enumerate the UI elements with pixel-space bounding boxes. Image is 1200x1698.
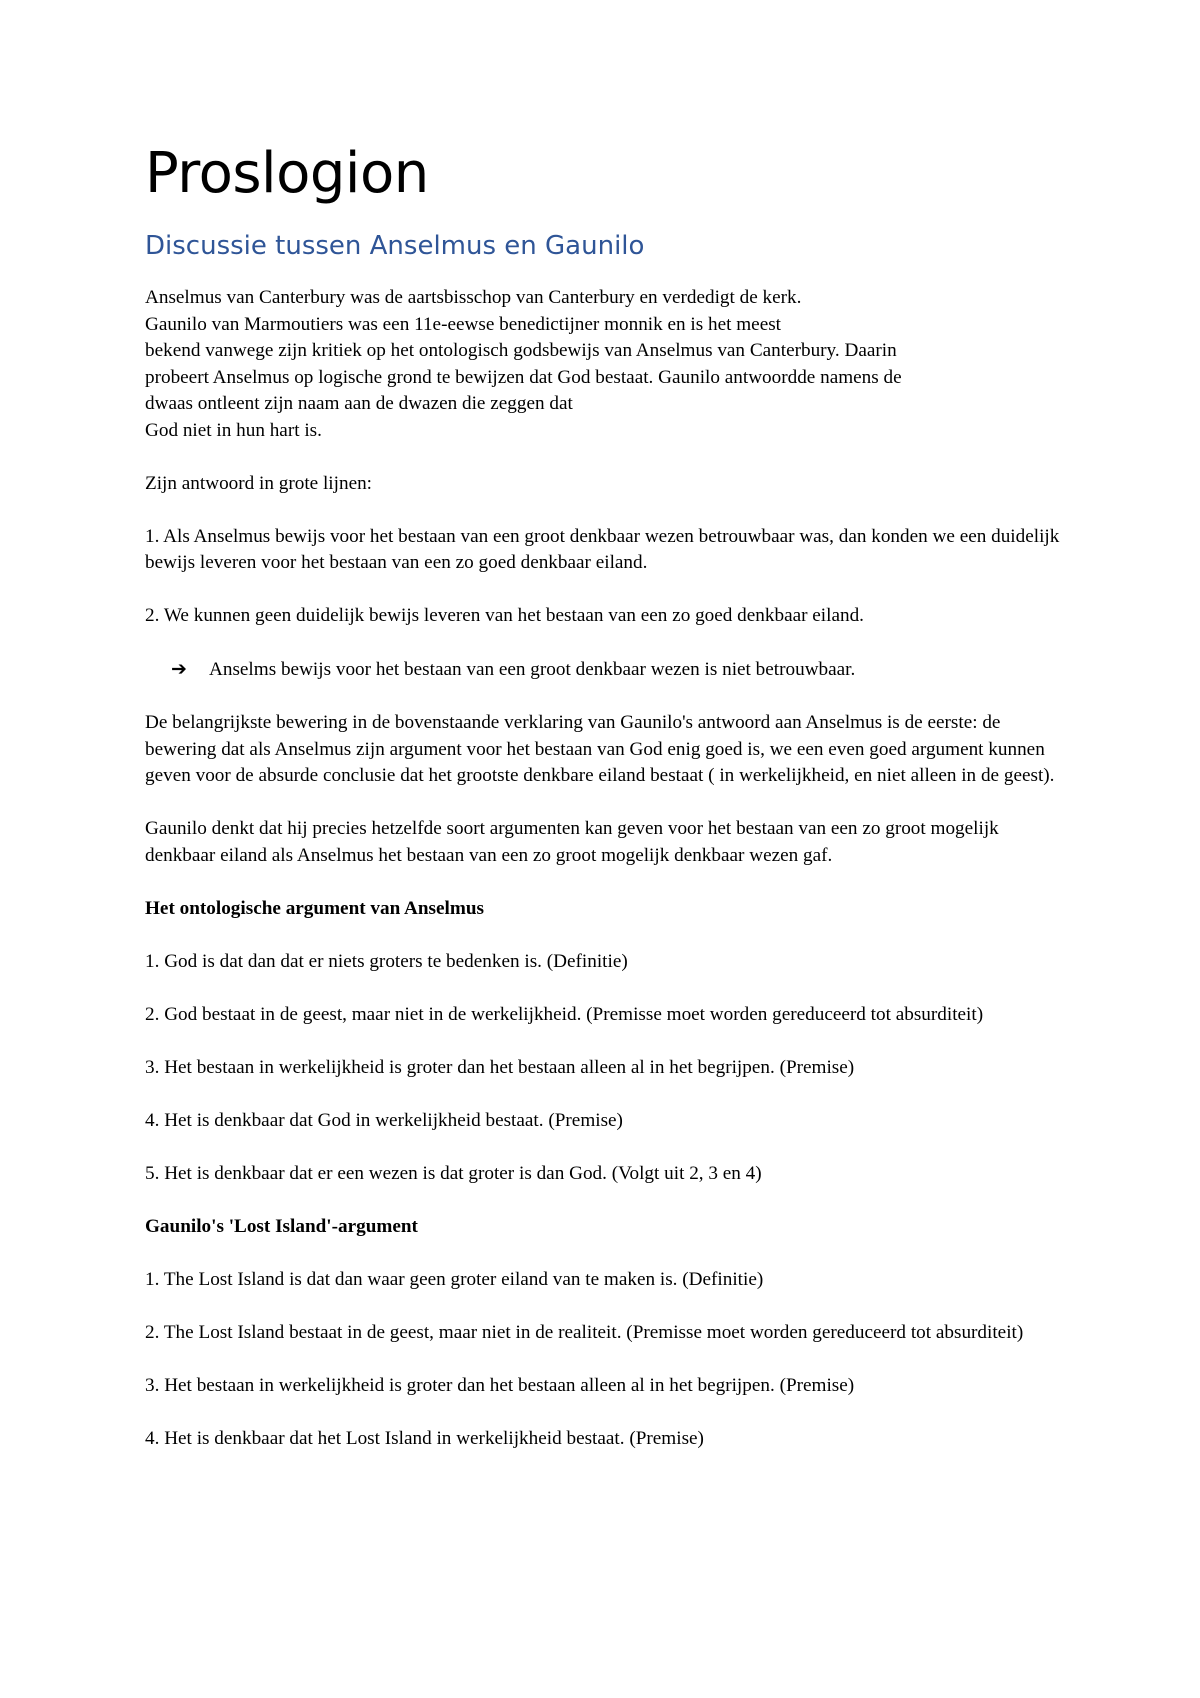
heading-ontological-argument: Het ontologische argument van Anselmus bbox=[145, 897, 484, 919]
answer-point-2: 2. We kunnen geen duidelijk bewijs leveren van het bestaan van een zo goed denkbaar eiland. bbox=[145, 605, 864, 626]
intro-paragraph bbox=[145, 285, 1070, 444]
document-content bbox=[145, 140, 1070, 1479]
island-step: 1. The Lost Island is dat dan waar geen groter eiland van te maken is. (Definitie) bbox=[145, 1268, 764, 1290]
document-title: Proslogion bbox=[145, 141, 429, 206]
intro-line: probeert Anselmus op logische grond te bewijzen dat God bestaat. Gaunilo antwoordde namens de bbox=[145, 366, 902, 388]
ontological-step: 5. Het is denkbaar dat er een wezen is dat groter is dan God. (Volgt uit 2, 3 en 4) bbox=[145, 1162, 762, 1184]
answer-point-1: 1. Als Anselmus bewijs voor het bestaan van een groot denkbaar wezen betrouwbaar was, dan konden we een duidelijk bewijs leveren voor het bestaan van een zo goed denkbaar eiland. bbox=[145, 525, 1060, 573]
paragraph-gaunilo: Gaunilo denkt dat hij precies hetzelfde soort argumenten kan geven voor het bestaan van een zo groot mogelijk denkbaar eiland als Anselmus het bestaan van een zo groot mogelijk denkbaar wezen gaf. bbox=[145, 818, 999, 866]
island-step: 2. The Lost Island bestaat in de geest, maar niet in de realiteit. (Premisse moet worden gereduceerd tot absurditeit) bbox=[145, 1321, 1024, 1343]
intro-line: God niet in hun hart is. bbox=[145, 419, 322, 441]
conclusion-text: Anselms bewijs voor het bestaan van een groot denkbaar wezen is niet betrouwbaar. bbox=[209, 659, 856, 680]
document-subtitle: Discussie tussen Anselmus en Gaunilo bbox=[145, 231, 645, 261]
island-step: 4. Het is denkbaar dat het Lost Island in werkelijkheid bestaat. (Premise) bbox=[145, 1427, 704, 1449]
intro-line: dwaas ontleent zijn naam aan de dwazen die zeggen dat bbox=[145, 393, 573, 414]
ontological-step: 2. God bestaat in de geest, maar niet in de werkelijkheid. (Premisse moet worden gereduceerd tot absurditeit) bbox=[145, 1003, 984, 1025]
conclusion-line bbox=[145, 656, 1070, 684]
intro-line: Anselmus van Canterbury was de aartsbisschop van Canterbury en verdedigt de kerk. bbox=[145, 287, 802, 308]
intro-line: Gaunilo van Marmoutiers was een 11e-eewse benedictijner monnik en is het meest bbox=[145, 313, 782, 335]
heading-lost-island: Gaunilo's 'Lost Island'-argument bbox=[145, 1215, 418, 1237]
arrow-right-icon: ➔ bbox=[171, 658, 187, 680]
ontological-step: 1. God is dat dan dat er niets groters te bedenken is. (Definitie) bbox=[145, 950, 628, 972]
ontological-step: 3. Het bestaan in werkelijkheid is groter dan het bestaan alleen al in het begrijpen. (Premise) bbox=[145, 1056, 855, 1078]
paragraph-main-claim: De belangrijkste bewering in de bovenstaande verklaring van Gaunilo's antwoord aan Anselmus is de eerste: de bewering dat als Anselmus zijn argument voor het bestaan van God enig goed is, we een even goed argument kunnen geven voor de absurde conclusie dat het grootste denkbare eiland bestaat ( in werkelijkheid, en niet alleen in de geest). bbox=[145, 712, 1055, 786]
intro-line: bekend vanwege zijn kritiek op het ontologisch godsbewijs van Anselmus van Canterbury. Daarin bbox=[145, 340, 897, 361]
answer-intro: Zijn antwoord in grote lijnen: bbox=[145, 472, 373, 494]
island-step: 3. Het bestaan in werkelijkheid is groter dan het bestaan alleen al in het begrijpen. (Premise) bbox=[145, 1374, 855, 1396]
ontological-step: 4. Het is denkbaar dat God in werkelijkheid bestaat. (Premise) bbox=[145, 1109, 623, 1131]
